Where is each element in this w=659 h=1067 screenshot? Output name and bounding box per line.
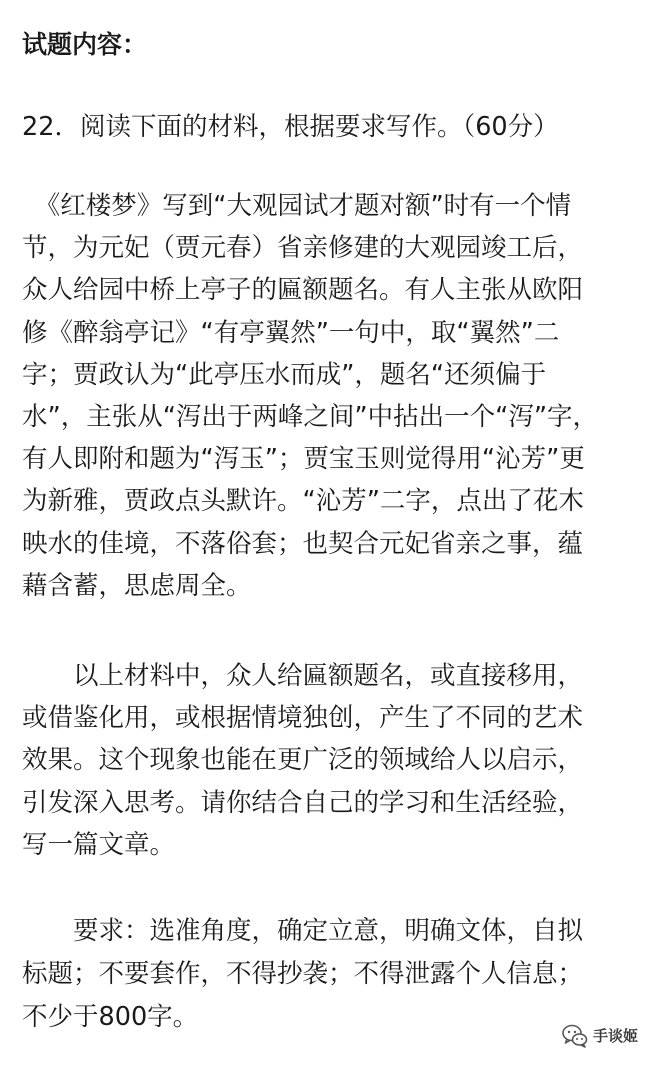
wechat-icon — [561, 1022, 589, 1050]
paragraph-line: 修《醉翁亭记》“有亭翼然”一句中，取“翼然”二 — [22, 317, 560, 348]
paragraph-line: 《红楼梦》写到“大观园试才题对额”时有一个情 — [22, 191, 572, 221]
paragraph-line: 效果。这个现象也能在更广泛的领域给人以启示， — [22, 745, 584, 776]
requirements-paragraph — [22, 910, 642, 1039]
paragraph-line: 字；贾政认为“此亭压水而成”，题名“还须偏于 — [22, 359, 547, 390]
paragraph-line: 有人即附和题为“泻玉”；贾宝玉则觉得用“沁芳”更 — [22, 444, 585, 475]
paragraph-line: 节，为元妃（贾元春）省亲修建的大观园竣工后， — [22, 233, 584, 264]
paragraph-line: 藉含蓄，思虑周全。 — [22, 570, 252, 601]
paragraph-line: 映水的佳境，不落俗套；也契合元妃省亲之事，蕴 — [22, 528, 584, 559]
paragraph-line: 不少于800字。 — [22, 1002, 199, 1032]
material-paragraph — [22, 185, 642, 607]
paragraph-line: 标题；不要套作，不得抄袭；不得泄露个人信息； — [22, 959, 584, 989]
instruction-paragraph — [22, 655, 642, 866]
paragraph-line: 引发深入思考。请你结合自己的学习和生活经验， — [22, 787, 584, 818]
paragraph-line: 写一篇文章。 — [22, 829, 176, 860]
paragraph-line: 水”，主张从“泻出于两峰之间”中拈出一个“泻”字， — [22, 401, 599, 432]
paragraph-line: 为新雅，贾政点头默许。“沁芳”二字，点出了花木 — [22, 486, 584, 517]
watermark — [561, 1022, 638, 1050]
paragraph-line: 以上材料中，众人给匾额题名，或直接移用， — [22, 661, 584, 691]
paragraph-line: 众人给园中桥上亭子的匾额题名。有人主张从欧阳 — [22, 275, 584, 306]
watermark-text: 手谈姬 — [593, 1027, 639, 1045]
paragraph-line: 或借鉴化用，或根据情境独创，产生了不同的艺术 — [22, 703, 584, 734]
section-heading: 试题内容： — [22, 30, 148, 59]
question-title: 22．阅读下面的材料，根据要求写作。（60分） — [22, 112, 559, 142]
paragraph-line: 要求：选准角度，确定立意，明确文体，自拟 — [22, 916, 584, 946]
